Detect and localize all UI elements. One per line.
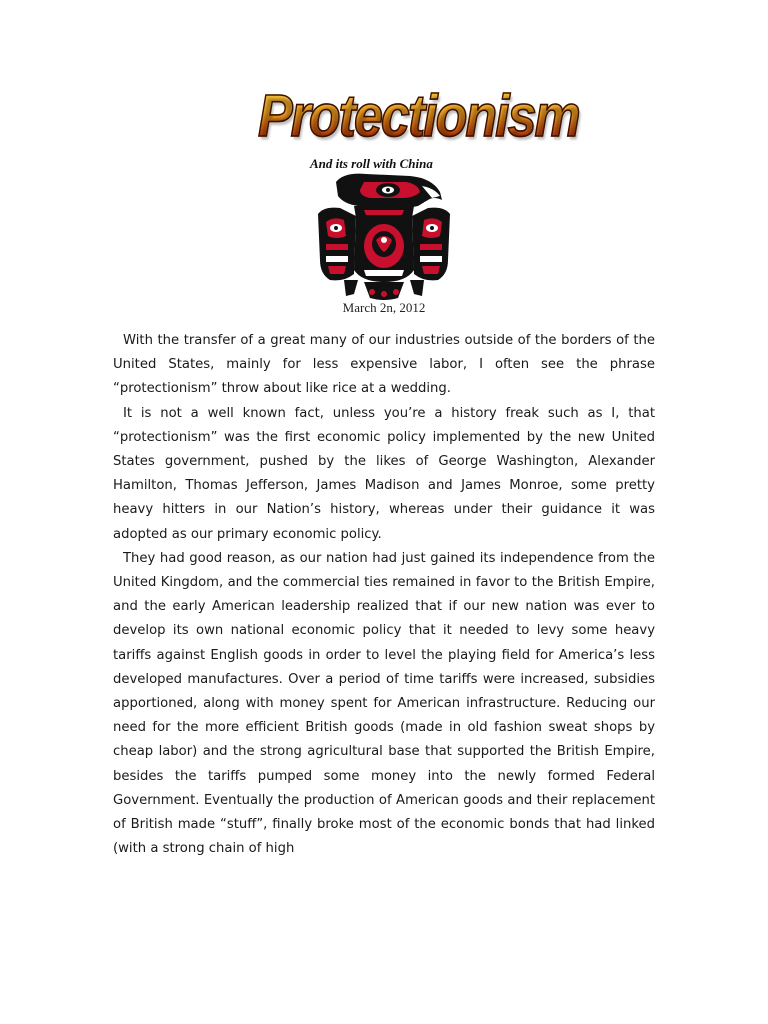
document-date: March 2n, 2012 (342, 300, 426, 315)
paragraph: They had good reason, as our nation had just gained its independence from the United Kingdom, and the commercial ties remained in favor to the British Empire, and the early American leadership realized that if our new nation was ever to develop its own national economic policy that it needed to levy some heavy tariffs against English goods in order to level the playing field for America’s less developed manufactures. Over a period of time tariffs were increased, subsidies apportioned, along with money spent for American infrastructure. Reducing our need for the more efficient British goods (made in old fashion sweat shops by cheap labor) and the strong agricultural base that supported the British Empire, besides the tariffs pumped some money into the newly formed Federal Government. Eventually the production of American goods and their replacement of British made “stuff”, finally broke most of the economic bonds that had linked (with a strong chain of high (113, 550, 655, 857)
haida-eagle-emblem-icon (314, 170, 454, 302)
title-logo (240, 82, 579, 162)
article-body (113, 329, 655, 861)
paragraph: With the transfer of a great many of our industries outside of the borders of the United States, mainly for less expensive labor, I often see the phrase “protectionism” throw about like rice at a wedding. (113, 333, 655, 397)
document-title: Protectionism (258, 83, 579, 150)
document-subtitle: And its roll with China (310, 156, 433, 171)
paragraph: It is not a well known fact, unless you’re a history freak such as I, that “protectionism” was the first economic policy implemented by the new United States government, pushed by the likes of George Washington, Alexander Hamilton, Thomas Jefferson, James Madison and James Monroe, some pretty heavy hitters in our Nation’s history, whereas under their guidance it was adopted as our primary economic policy. (113, 405, 655, 542)
